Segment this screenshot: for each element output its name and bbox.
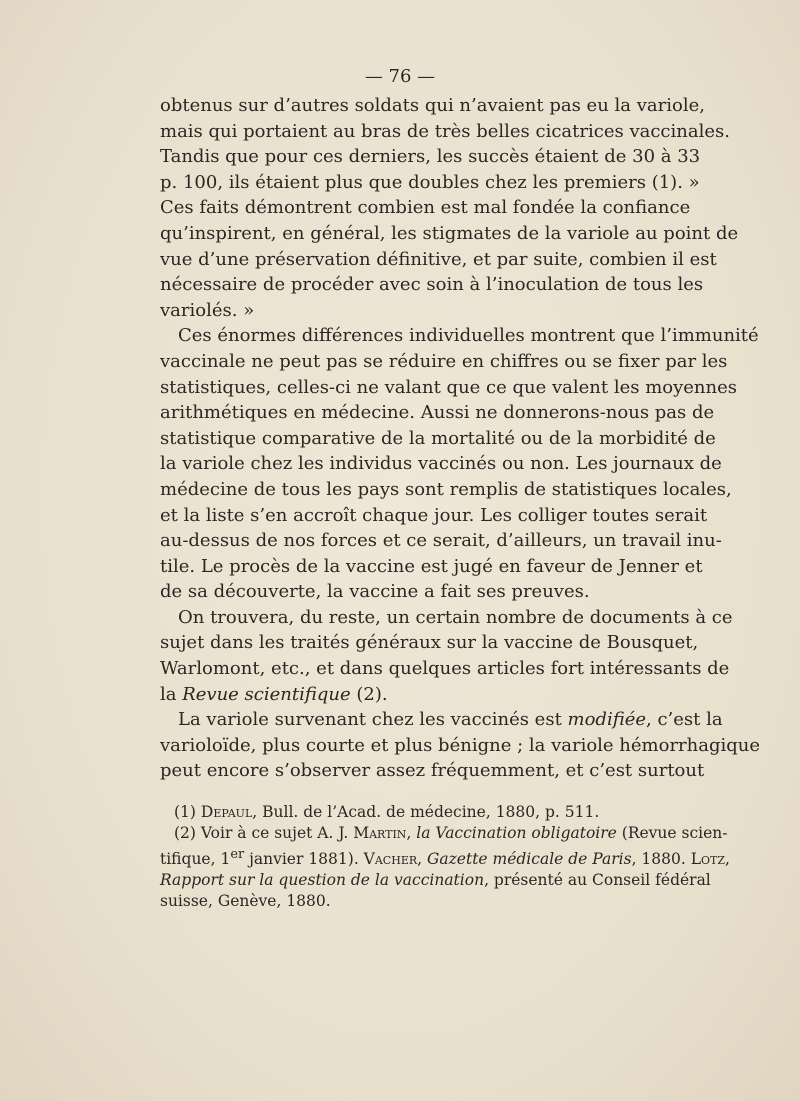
superscript: er xyxy=(230,847,245,862)
text-line: peut encore s’observer assez fréquemment, et c’est surtout xyxy=(160,760,705,782)
text-line: Tandis que pour ces derniers, les succès étaient de 30 à 33 xyxy=(160,146,701,168)
text-line xyxy=(160,707,723,733)
page-number: — 76 — xyxy=(364,66,436,87)
author-name: Lotz xyxy=(690,850,726,869)
body-text xyxy=(160,93,761,784)
text-line: Ces faits démontrent combien est mal fondée la confiance xyxy=(160,197,691,219)
text-line: médecine de tous les pays sont remplis de statistiques locales, xyxy=(160,478,732,500)
text-line: obtenus sur d’autres soldats qui n’avaient pas eu la variole, xyxy=(160,95,705,116)
footnote-2-line xyxy=(160,844,730,870)
footnote-2-line: suisse, Genève, 1880. xyxy=(160,892,331,911)
text-run: tifique, 1 xyxy=(160,850,231,869)
text-line: statistiques, celles-ci ne valant que ce que valent les moyennes xyxy=(160,376,738,398)
text-line: la variole chez les individus vaccinés ou non. Les journaux de xyxy=(160,453,722,475)
text-line: de sa découverte, la vaccine a fait ses preuves. xyxy=(160,581,590,603)
text-run: (Revue scien- xyxy=(616,824,728,842)
text-line xyxy=(160,682,638,708)
text-line: tile. Le procès de la vaccine est jugé en faveur de Jenner et xyxy=(160,555,703,577)
text-run: , xyxy=(406,824,417,842)
text-line: Ces énormes différences individuelles montrent que l’immunité xyxy=(178,325,759,347)
text-run: la xyxy=(160,683,183,705)
work-title: la Vaccination obligatoire xyxy=(416,824,617,842)
text-line: Warlomont, etc., et dans quelques articles fort intéressants de xyxy=(160,658,730,680)
author-name: Vacher xyxy=(363,850,418,869)
text-line: p. 100, ils étaient plus que doubles chez les premiers (1). » xyxy=(160,171,700,193)
text-line: au-dessus de nos forces et ce serait, d’ailleurs, un travail inu- xyxy=(160,530,722,552)
text-line: statistique comparative de la mortalité ou de la morbidité de xyxy=(160,427,716,449)
work-title: Rapport sur la question de la vaccination xyxy=(160,871,485,890)
text-run: , xyxy=(725,850,730,869)
text-line: et la liste s’en accroît chaque jour. Les colliger toutes serait xyxy=(160,504,708,526)
text-run: , xyxy=(417,850,427,869)
footnote-marker: (1) xyxy=(174,803,201,821)
text-run: , c’est la xyxy=(646,709,723,731)
footnotes xyxy=(160,802,730,912)
text-line: qu’inspirent, en général, les stigmates de la variole au point de xyxy=(160,222,739,244)
text-run: , présenté au Conseil fédéral xyxy=(484,871,711,890)
text-run: , Bull. de l’Acad. de médecine, 1880, p. 511. xyxy=(252,803,600,821)
text-line: vue d’une préservation définitive, et par suite, combien il est xyxy=(160,248,717,270)
author-name: Martin xyxy=(353,824,407,842)
text-line: arithmétiques en médecine. Aussi ne donnerons-nous pas de xyxy=(160,402,715,424)
text-line: variolés. » xyxy=(160,299,255,321)
text-line: nécessaire de procéder avec soin à l’inoculation de tous les xyxy=(160,274,704,296)
footnote-1 xyxy=(160,802,638,823)
text-run: janvier 1881). xyxy=(244,850,364,869)
footnote-2-line xyxy=(160,823,728,844)
text-line: sujet dans les traités généraux sur la vaccine de Bousquet, xyxy=(160,632,699,654)
text-run: (2) Voir à ce sujet A. J. xyxy=(174,824,354,842)
text-line: varioloïde, plus courte et plus bénigne ; la variole hémorrhagique xyxy=(160,734,761,756)
journal-title: Revue scientifique xyxy=(182,683,351,705)
text-run: La variole survenant chez les vaccinés est xyxy=(178,709,568,731)
work-title: Gazette médicale de Paris xyxy=(427,850,632,869)
text-run: , 1880. xyxy=(631,850,691,869)
author-name: Depaul xyxy=(200,803,253,821)
text-run: (2). xyxy=(350,683,388,705)
text-line: vaccinale ne peut pas se réduire en chiffres ou se fixer par les xyxy=(160,350,728,372)
text-line: On trouvera, du reste, un certain nombre de documents à ce xyxy=(178,606,733,628)
text-line: mais qui portaient au bras de très belles cicatrices vaccinales. xyxy=(160,120,730,142)
footnote-2-line xyxy=(160,870,711,891)
emphasis: modifiée xyxy=(567,709,647,731)
